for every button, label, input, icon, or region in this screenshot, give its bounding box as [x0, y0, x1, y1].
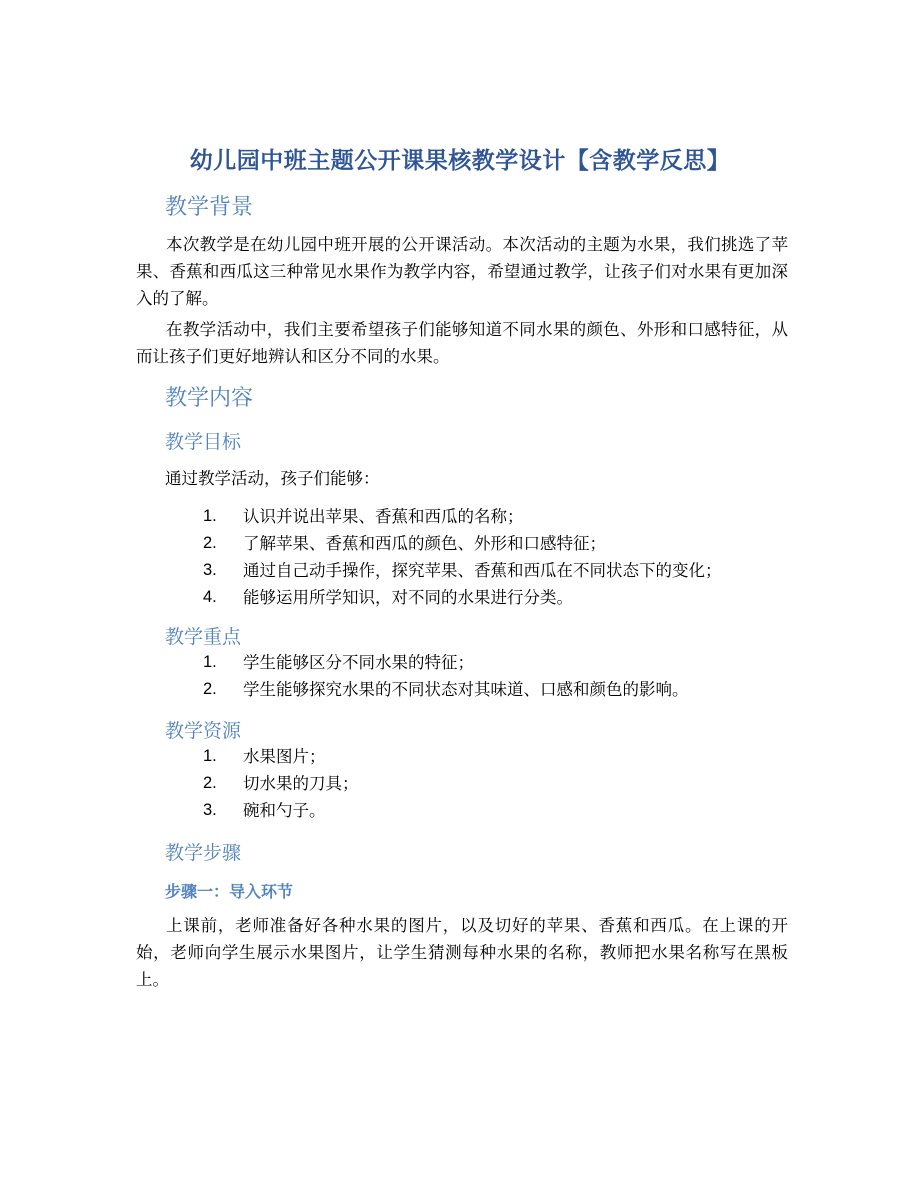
list-item-text: 了解苹果、香蕉和西瓜的颜色、外形和口感特征； [243, 534, 606, 553]
list-item-text: 能够运用所学知识，对不同的水果进行分类。 [243, 588, 573, 607]
list-item-number: 1. [203, 507, 217, 525]
list-item-number: 2. [203, 680, 217, 698]
list-item-number: 3. [203, 561, 217, 579]
list-item-text: 学生能够探究水果的不同状态对其味道、口感和颜色的影响。 [243, 680, 689, 699]
list-item-text: 学生能够区分不同水果的特征； [243, 653, 474, 672]
list-item-text: 通过自己动手操作，探究苹果、香蕉和西瓜在不同状态下的变化； [243, 561, 722, 580]
list-item-number: 1. [203, 747, 217, 765]
section-heading-content: 教学内容 [165, 386, 254, 411]
background-paragraph-2: 在教学活动中，我们主要希望孩子们能够知道不同水果的颜色、外形和口感特征，从而让孩子们更好地辨认和区分不同的水果。 [136, 320, 788, 366]
list-item-number: 2. [203, 774, 217, 792]
list-item-text: 认识并说出苹果、香蕉和西瓜的名称； [243, 507, 524, 526]
subsection-heading-resources: 教学资源 [165, 720, 242, 742]
subsection-heading-steps: 教学步骤 [165, 842, 242, 864]
goals-intro: 通过教学活动，孩子们能够： [165, 469, 380, 488]
list-item-text: 碗和勺子。 [243, 801, 326, 820]
step-1-paragraph: 上课前，老师准备好各种水果的图片，以及切好的苹果、香蕉和西瓜。在上课的开始，老师向学生展示水果图片，让学生猜测每种水果的名称，教师把水果名称写在黑板上。 [136, 916, 788, 989]
background-paragraph-1: 本次教学是在幼儿园中班开展的公开课活动。本次活动的主题为水果，我们挑选了苹果、香蕉和西瓜这三种常见水果作为教学内容，希望通过教学，让孩子们对水果有更加深入的了解。 [136, 235, 788, 308]
list-item-number: 1. [203, 653, 217, 671]
section-heading-background: 教学背景 [165, 195, 254, 220]
list-item-number: 3. [203, 801, 217, 819]
list-item-text: 切水果的刀具； [243, 774, 359, 793]
document-title: 幼儿园中班主题公开课果核教学设计【含教学反思】 [189, 148, 731, 174]
subsection-heading-goals: 教学目标 [165, 431, 242, 453]
subsection-heading-keypoints: 教学重点 [165, 626, 242, 648]
list-item-text: 水果图片； [243, 747, 326, 766]
list-item-number: 2. [203, 534, 217, 552]
list-item-number: 4. [203, 588, 217, 606]
step-heading-1: 步骤一：导入环节 [165, 882, 294, 901]
